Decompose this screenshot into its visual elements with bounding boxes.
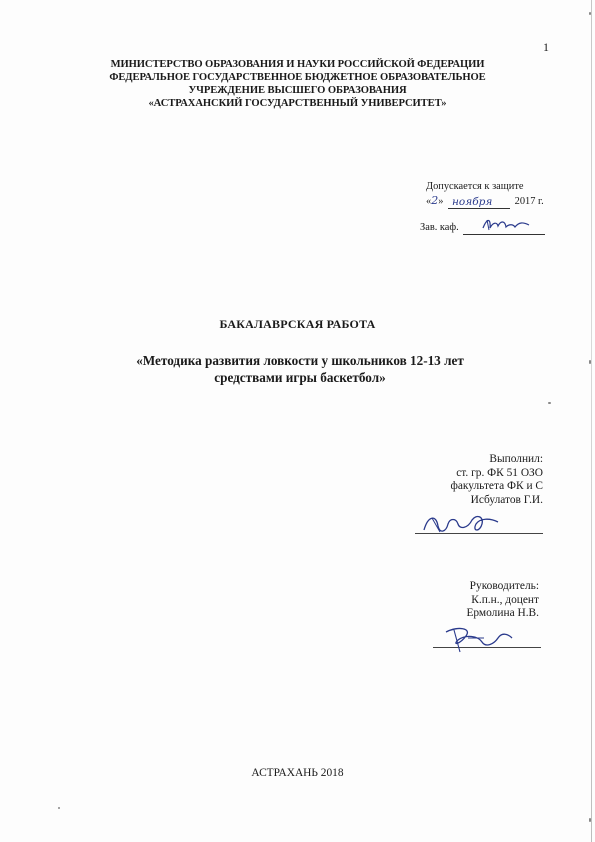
scan-speck — [589, 12, 591, 15]
thesis-title-line-1: «Методика развития ловкости у школьников 12-13 лет — [136, 353, 464, 368]
head-signature-line — [463, 223, 545, 235]
approval-label: Допускается к защите — [426, 181, 524, 192]
header-line-university-name: «АСТРАХАНСКИЙ ГОСУДАРСТВЕННЫЙ УНИВЕРСИТЕТ» — [148, 98, 447, 109]
date-month-line — [448, 197, 510, 209]
author-signature — [418, 510, 508, 538]
supervisor-role: Руководитель: — [469, 580, 539, 592]
city-year: АСТРАХАНЬ 2018 — [251, 767, 344, 779]
date-month-handwritten: ноября — [452, 196, 493, 208]
defense-approval-block — [420, 180, 560, 235]
scan-speck — [58, 807, 60, 809]
date-open-quote: « — [426, 196, 432, 207]
header-line-education-level: УЧРЕЖДЕНИЕ ВЫСШЕГО ОБРАЗОВАНИЯ — [188, 85, 407, 96]
scan-speck — [589, 818, 591, 822]
author-role: Выполнил: — [489, 453, 543, 465]
date-year: 2017 г. — [514, 196, 544, 207]
scan-edge — [591, 0, 592, 842]
supervisor-signature — [438, 624, 518, 654]
head-label: Зав. каф. — [420, 222, 459, 233]
supervisor-degree: К.п.н., доцент — [471, 593, 539, 606]
scan-speck — [589, 360, 591, 364]
supervisor-name: Ермолина Н.В. — [466, 607, 539, 620]
author-block — [343, 453, 543, 507]
page-number: 1 — [543, 40, 549, 54]
scan-speck — [548, 402, 551, 404]
header-line-ministry: МИНИСТЕРСТВО ОБРАЗОВАНИЯ И НАУКИ РОССИЙСКОЙ ФЕДЕРАЦИИ — [110, 59, 485, 70]
thesis-title-line-2: средствами игры баскетбол» — [214, 370, 386, 385]
date-close-quote: » — [438, 196, 444, 207]
author-name: Исбулатов Г.И. — [470, 493, 543, 506]
header-line-institution-type: ФЕДЕРАЛЬНОЕ ГОСУДАРСТВЕННОЕ БЮДЖЕТНОЕ ОБРАЗОВАТЕЛЬНОЕ — [109, 72, 486, 83]
date-day-handwritten: 2 — [431, 194, 439, 207]
work-type: БАКАЛАВРСКАЯ РАБОТА — [219, 317, 376, 331]
head-of-department — [420, 221, 560, 235]
thesis-title — [80, 352, 520, 386]
supervisor-block — [339, 580, 539, 621]
head-signature — [479, 216, 539, 234]
ministry-header — [0, 58, 595, 110]
author-group: ст. гр. ФК 51 ОЗО — [456, 466, 543, 479]
approval-date — [420, 194, 560, 209]
author-faculty: факультета ФК и С — [450, 480, 543, 493]
